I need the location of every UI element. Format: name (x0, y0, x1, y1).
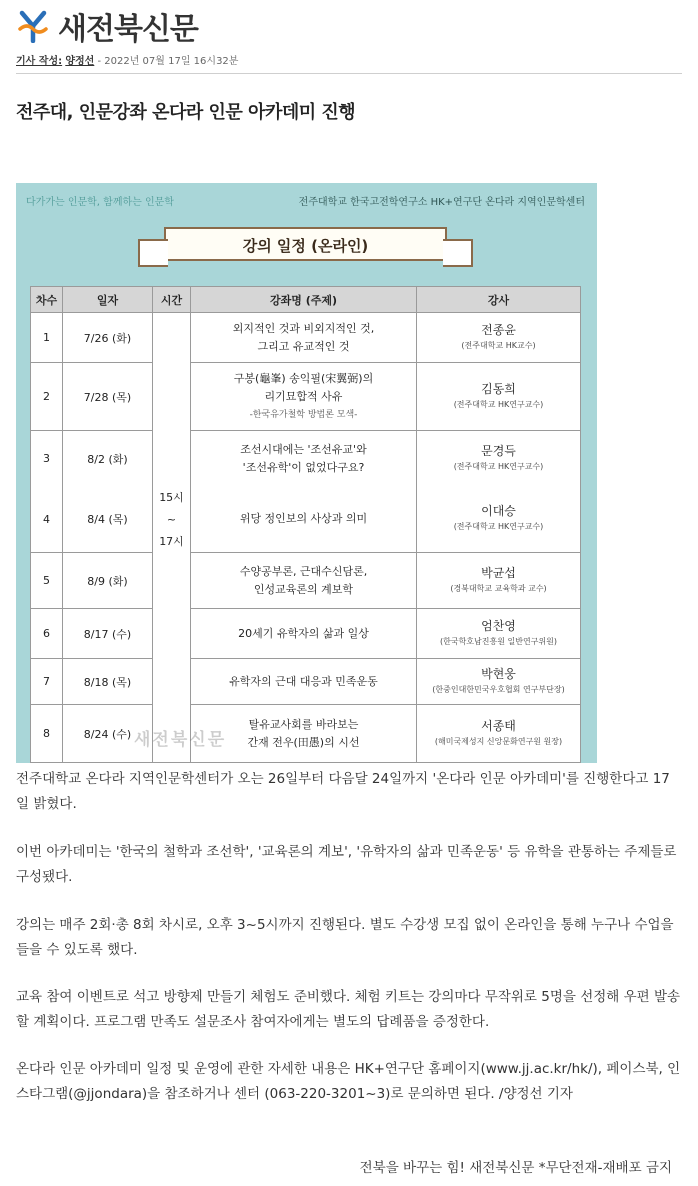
row-topic: 조선시대에는 '조선유교'와 '조선유학'이 없었다구요? (191, 431, 417, 487)
byline (16, 52, 238, 67)
table-row (31, 313, 581, 363)
masthead-name: 새전북신문 (58, 12, 198, 47)
schedule-poster-image (16, 183, 597, 763)
time-cell-top (153, 313, 191, 363)
schedule-table (30, 286, 581, 763)
byline-label: 기사 작성: (16, 56, 63, 67)
table-row (31, 609, 581, 659)
row-topic: 유학자의 근대 대응과 민족운동 (191, 659, 417, 705)
poster-organizer: 전주대학교 한국고전학연구소 HK+연구단 온다라 지역인문학센터 (298, 197, 585, 208)
table-row (31, 363, 581, 431)
row-date: 8/24 (수) (63, 705, 153, 763)
time-start: 15시 (159, 490, 184, 504)
table-row (31, 553, 581, 609)
header-date: 일자 (63, 287, 153, 313)
time-sep: ~ (166, 512, 177, 526)
schedule-header-row (31, 287, 581, 313)
row-no: 4 (31, 487, 63, 553)
row-lecturer: 서종태 (해미국제성지 신앙문화연구원 원장) (417, 705, 581, 763)
row-date: 8/17 (수) (63, 609, 153, 659)
row-lecturer: 전종윤 (전주대학교 HK교수) (417, 313, 581, 363)
table-row (31, 705, 581, 763)
masthead-logo[interactable] (16, 8, 198, 47)
article-headline: 전주대, 인문강좌 온다라 인문 아카데미 진행 (16, 102, 356, 123)
row-topic: 수양공부론, 근대수신담론, 인성교육론의 계보학 (191, 553, 417, 609)
article-paragraph: 이번 아카데미는 '한국의 철학과 조선학', '교육론의 계보', '유학자의 삶과 민족운동' 등 유학을 관통하는 주제들로 구성됐다. (16, 844, 677, 885)
row-date: 7/28 (목) (63, 363, 153, 431)
article-footer: 전북을 바꾸는 힘! 새전북신문 *무단전재-재배포 금지 (359, 1160, 672, 1176)
time-cell-middle (153, 487, 191, 553)
newspaper-logo-icon (16, 9, 50, 43)
banner-title: 강의 일정 (온라인) (242, 237, 369, 255)
row-date: 8/4 (목) (63, 487, 153, 553)
row-date: 8/18 (목) (63, 659, 153, 705)
article-paragraph: 온다라 인문 아카데미 일정 및 운영에 관한 자세한 내용은 HK+연구단 홈페이지(www.jj.ac.kr/hk/), 페이스북, 인스타그램(@jjondara)을 참조하거나 센터 (063-220-3201~3)로 문의하면 된다. /양정선 기자 (16, 1061, 681, 1102)
article-paragraph: 강의는 매주 2회·총 8회 차시로, 오후 3~5시까지 진행된다. 별도 수강생 모집 없이 온라인을 통해 누구나 수업을 들을 수 있도록 했다. (16, 917, 674, 958)
poster-watermark: 새전북신문 (134, 730, 227, 750)
row-no: 6 (31, 609, 63, 659)
time-end: 17시 (159, 534, 184, 548)
row-no: 3 (31, 431, 63, 487)
row-no: 1 (31, 313, 63, 363)
row-lecturer: 문경득 (전주대학교 HK연구교수) (417, 431, 581, 487)
row-topic: 위당 정인보의 사상과 의미 (191, 487, 417, 553)
poster-tagline: 다가가는 인문학, 함께하는 인문학 (26, 197, 174, 208)
article-paragraph: 교육 참여 이벤트로 석고 방향제 만들기 체험도 준비했다. 체험 키트는 강의마다 무작위로 5명을 선정해 우편 발송할 계획이다. 프로그램 만족도 설문조사 참여자에게는 별도의 답례품을 증정한다. (16, 989, 681, 1030)
byline-author[interactable]: 양정선 (65, 56, 95, 67)
row-date: 8/9 (화) (63, 553, 153, 609)
row-lecturer: 박현웅 (한중인대한민국우호협회 연구부단장) (417, 659, 581, 705)
header-time: 시간 (153, 287, 191, 313)
table-row (31, 431, 581, 487)
table-row (31, 659, 581, 705)
row-no: 8 (31, 705, 63, 763)
row-no: 7 (31, 659, 63, 705)
row-topic: 탈유교사회를 바라보는 간재 전우(田愚)의 시선 (191, 705, 417, 763)
row-topic: 20세기 유학자의 삶과 일상 (191, 609, 417, 659)
row-date: 7/26 (화) (63, 313, 153, 363)
row-no: 2 (31, 363, 63, 431)
row-lecturer: 김동희 (전주대학교 HK연구교수) (417, 363, 581, 431)
poster-banner (164, 227, 447, 261)
row-lecturer: 이대승 (전주대학교 HK연구교수) (417, 487, 581, 553)
header-topic: 강좌명 (주제) (191, 287, 417, 313)
byline-datetime: - 2022년 07월 17일 16시32분 (97, 56, 239, 67)
header-divider (16, 73, 682, 74)
row-lecturer: 엄찬영 (한국학호남진흥원 일반연구위원) (417, 609, 581, 659)
table-row (31, 487, 581, 553)
row-no: 5 (31, 553, 63, 609)
row-date: 8/2 (화) (63, 431, 153, 487)
header-lecturer: 강사 (417, 287, 581, 313)
header-no: 차수 (31, 287, 63, 313)
row-topic: 외지적인 것과 비외지적인 것, 그리고 유교적인 것 (191, 313, 417, 363)
article-paragraph: 전주대학교 온다라 지역인문학센터가 오는 26일부터 다음달 24일까지 '온다라 인문 아카데미'를 진행한다고 17일 밝혔다. (16, 771, 670, 812)
row-lecturer: 박균섭 (경북대학교 교육학과 교수) (417, 553, 581, 609)
row-topic: 구봉(龜峯) 송익필(宋翼弼)의 리기묘합적 사유 -한국유가철학 방법론 모색- (191, 363, 417, 431)
